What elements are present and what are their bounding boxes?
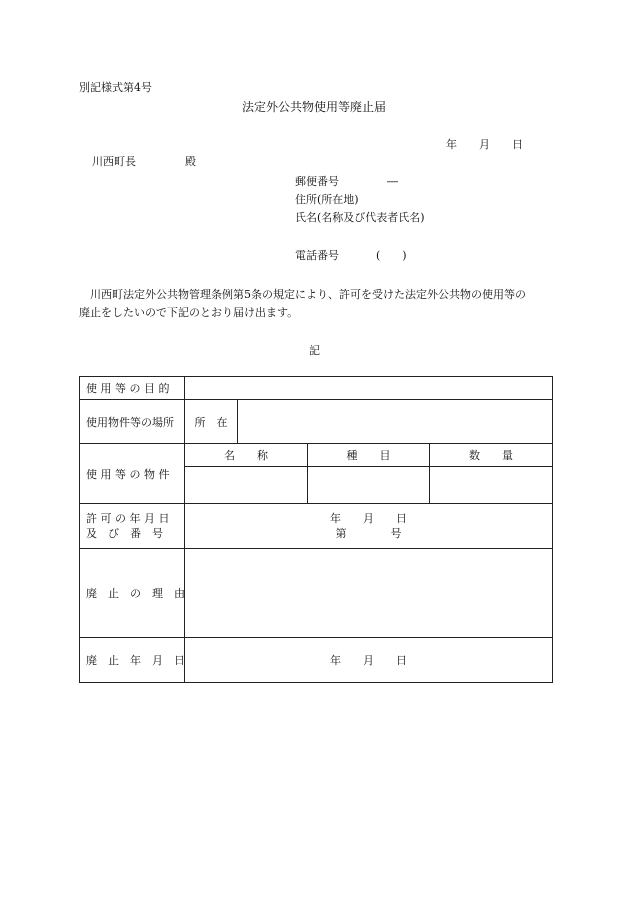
location-row bbox=[80, 400, 553, 444]
ki-heading: 記 bbox=[309, 344, 320, 357]
location-label: 使用物件等の場所 bbox=[80, 400, 185, 444]
reason-row bbox=[80, 549, 553, 638]
purpose-field[interactable] bbox=[185, 377, 553, 400]
reason-field[interactable] bbox=[185, 549, 553, 638]
form-table bbox=[79, 376, 553, 683]
property-name-field[interactable] bbox=[185, 467, 308, 504]
body-line-2: 廃止をしたいので下記のとおり届け出ます。 bbox=[79, 306, 299, 319]
property-header-row bbox=[80, 444, 553, 467]
property-label: 使 用 等 の 物 件 bbox=[80, 444, 185, 504]
purpose-label: 使 用 等 の 目 的 bbox=[80, 377, 185, 400]
permit-field[interactable] bbox=[185, 504, 553, 549]
form-title: 法定外公共物使用等廃止届 bbox=[242, 100, 387, 114]
phone-parens: ( ) bbox=[376, 249, 407, 262]
abolish-date-label: 廃 止 年 月 日 bbox=[80, 638, 185, 683]
location-field[interactable] bbox=[238, 400, 553, 444]
abolish-date-row bbox=[80, 638, 553, 683]
permit-date: 年 月 日 bbox=[330, 512, 407, 525]
postal-label: 郵便番号 bbox=[295, 175, 339, 188]
location-sub-label: 所 在 bbox=[185, 400, 238, 444]
abolish-date-field[interactable]: 年 月 日 bbox=[185, 638, 553, 683]
body-line-1: 川西町法定外公共物管理条例第5条の規定により、許可を受けた法定外公共物の使用等の bbox=[90, 288, 526, 301]
form-number: 別記様式第4号 bbox=[79, 81, 152, 94]
permit-label-line-1: 許 可 の 年 月 日 bbox=[86, 512, 170, 525]
phone-label: 電話番号 bbox=[295, 249, 339, 262]
permit-number: 第 号 bbox=[335, 527, 402, 540]
address-label: 住所(所在地) bbox=[295, 193, 359, 206]
permit-row bbox=[80, 504, 553, 549]
col-type-header: 種 目 bbox=[308, 444, 430, 467]
property-type-field[interactable] bbox=[308, 467, 430, 504]
addressee: 川西町長 bbox=[92, 155, 136, 168]
honorific: 殿 bbox=[185, 155, 196, 168]
postal-dash: ― bbox=[387, 175, 398, 188]
name-label: 氏名(名称及び代表者氏名) bbox=[295, 211, 425, 224]
purpose-row bbox=[80, 377, 553, 400]
col-name-header: 名 称 bbox=[185, 444, 308, 467]
permit-label bbox=[80, 504, 185, 549]
date-line: 年 月 日 bbox=[446, 138, 523, 151]
permit-label-line-2: 及 び 番 号 bbox=[86, 527, 163, 540]
reason-label: 廃 止 の 理 由 bbox=[80, 549, 185, 638]
property-qty-field[interactable] bbox=[430, 467, 553, 504]
col-qty-header: 数 量 bbox=[430, 444, 553, 467]
